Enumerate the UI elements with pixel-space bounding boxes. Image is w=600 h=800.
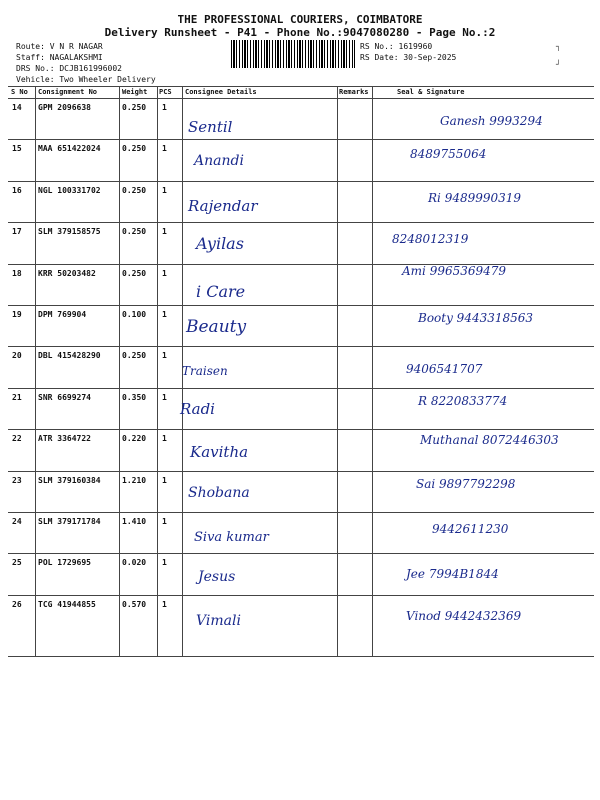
signature-handwriting: Vinod 9442432369 [406, 608, 522, 623]
row-pcs: 1 [162, 351, 167, 361]
row-sno: 23 [12, 475, 22, 485]
row-weight: 0.250 [122, 103, 147, 112]
consignee-handwriting: Vimali [196, 612, 241, 629]
row-consignment-no: SLM 379158575 [38, 227, 101, 237]
signature-handwriting: Ganesh 9993294 [440, 114, 543, 128]
signature-handwriting: Booty 9443318563 [418, 311, 534, 325]
row-divider [8, 553, 594, 554]
column-header-pcs: PCS [159, 88, 172, 96]
signature-handwriting: Jee 7994B1844 [406, 567, 499, 582]
consignee-handwriting: Siva kumar [194, 530, 269, 545]
signature-handwriting: 8248012319 [392, 232, 469, 247]
row-consignment-no: DPM 769904 [38, 310, 87, 319]
consignee-handwriting: Ayilas [196, 234, 244, 254]
row-pcs: 1 [162, 475, 167, 485]
row-divider [8, 595, 594, 596]
row-consignment-no: DBL 415428290 [38, 351, 101, 361]
row-sno: 26 [12, 599, 22, 609]
signature-handwriting: Muthanal 8072446303 [420, 433, 559, 448]
row-divider [8, 264, 594, 265]
row-divider [8, 388, 594, 389]
row-weight: 0.250 [122, 185, 147, 195]
column-header-weight: Weight [122, 88, 148, 96]
column-header-consignee: Consignee Details [185, 88, 257, 96]
row-sno: 16 [12, 185, 22, 195]
signature-handwriting: 8489755064 [410, 147, 487, 162]
column-divider [157, 86, 158, 656]
column-divider [372, 86, 373, 656]
row-weight: 0.100 [122, 310, 147, 319]
column-header-sno: S No [11, 88, 28, 96]
row-divider [8, 346, 594, 347]
row-sno: 22 [12, 434, 22, 444]
route-label: Route: V N R NAGAR [16, 42, 103, 51]
row-weight: 0.250 [122, 351, 147, 361]
row-consignment-no: SLM 379160384 [38, 475, 101, 485]
signature-handwriting: Ami 9965369479 [402, 263, 507, 278]
row-divider [8, 181, 594, 182]
row-pcs: 1 [162, 185, 167, 195]
row-sno: 21 [12, 392, 22, 402]
row-weight: 0.250 [122, 227, 147, 237]
table-header-border [8, 98, 594, 99]
consignee-handwriting: Rajendar [188, 196, 258, 215]
row-sno: 18 [12, 268, 22, 278]
column-header-remarks: Remarks [339, 88, 369, 96]
signature-handwriting: Ri 9489990319 [428, 190, 522, 205]
row-weight: 0.250 [122, 268, 147, 278]
column-divider [337, 86, 338, 656]
row-divider [8, 429, 594, 430]
row-consignment-no: SLM 379171784 [38, 517, 101, 526]
row-sno: 25 [12, 558, 22, 568]
row-pcs: 1 [162, 103, 167, 112]
column-divider [119, 86, 120, 656]
table-top-border [8, 86, 594, 87]
signature-handwriting: Sai 9897792298 [416, 476, 516, 491]
row-consignment-no: NGL 100331702 [38, 185, 101, 195]
consignee-handwriting: Traisen [182, 364, 228, 379]
company-title: THE PROFESSIONAL COURIERS, COIMBATORE [177, 13, 423, 26]
consignee-handwriting: i Care [196, 281, 246, 301]
row-pcs: 1 [162, 517, 167, 526]
row-sno: 14 [12, 103, 22, 112]
table-bottom-border [8, 656, 594, 657]
row-consignment-no: SNR 6699274 [38, 392, 91, 402]
drs-label: DRS No.: DCJB161996002 [16, 64, 122, 73]
consignee-handwriting: Jesus [198, 569, 236, 586]
row-weight: 0.250 [122, 144, 147, 154]
row-pcs: 1 [162, 268, 167, 278]
row-sno: 15 [12, 144, 22, 154]
row-sno: 19 [12, 310, 22, 319]
column-divider [35, 86, 36, 656]
row-weight: 0.350 [122, 392, 147, 402]
consignee-handwriting: Kavitha [190, 443, 249, 462]
column-header-signature: Seal & Signature [397, 88, 465, 96]
row-consignment-no: POL 1729695 [38, 558, 91, 568]
row-weight: 1.210 [122, 475, 147, 485]
row-weight: 0.570 [122, 599, 147, 609]
runsheet-subtitle: Delivery Runsheet - P41 - Phone No.:9047080280 - Page No.:2 [104, 26, 496, 39]
column-header-consignment: Consignment No [38, 88, 98, 96]
row-divider [8, 471, 594, 472]
corner-mark-top: ┐ [556, 42, 561, 51]
row-weight: 0.020 [122, 558, 147, 568]
row-weight: 1.410 [122, 517, 147, 526]
row-consignment-no: KRR 50203482 [38, 268, 96, 278]
row-sno: 24 [12, 517, 22, 526]
signature-handwriting: 9406541707 [406, 362, 483, 377]
row-sno: 17 [12, 227, 22, 237]
consignee-handwriting: Anandi [194, 153, 244, 170]
row-pcs: 1 [162, 434, 167, 444]
row-consignment-no: GPM 2096638 [38, 103, 91, 112]
row-consignment-no: MAA 651422024 [38, 144, 101, 154]
vehicle-label: Vehicle: Two Wheeler Delivery [16, 75, 156, 84]
staff-label: Staff: NAGALAKSHMI [16, 53, 103, 62]
row-sno: 20 [12, 351, 22, 361]
row-consignment-no: ATR 3364722 [38, 434, 91, 444]
row-pcs: 1 [162, 144, 167, 154]
consignee-handwriting: Shobana [188, 484, 250, 501]
consignee-handwriting: Radi [180, 399, 215, 418]
row-divider [8, 139, 594, 140]
row-divider [8, 222, 594, 223]
row-divider [8, 305, 594, 306]
barcode-image [231, 40, 355, 68]
consignee-handwriting: Sentil [188, 118, 233, 136]
corner-mark-bottom: ┘ [556, 60, 561, 69]
signature-handwriting: 9442611230 [432, 522, 509, 536]
row-pcs: 1 [162, 392, 167, 402]
row-pcs: 1 [162, 558, 167, 568]
runsheet-table [8, 86, 594, 656]
rs-number: RS No.: 1619960 [360, 42, 433, 51]
row-pcs: 1 [162, 227, 167, 237]
rs-date: RS Date: 30-Sep-2025 [360, 53, 457, 62]
row-divider [8, 512, 594, 513]
row-pcs: 1 [162, 310, 167, 319]
row-weight: 0.220 [122, 434, 147, 444]
signature-handwriting: R 8220833774 [418, 393, 508, 408]
consignee-handwriting: Beauty [186, 317, 247, 337]
row-consignment-no: TCG 41944855 [38, 599, 96, 609]
row-pcs: 1 [162, 599, 167, 609]
